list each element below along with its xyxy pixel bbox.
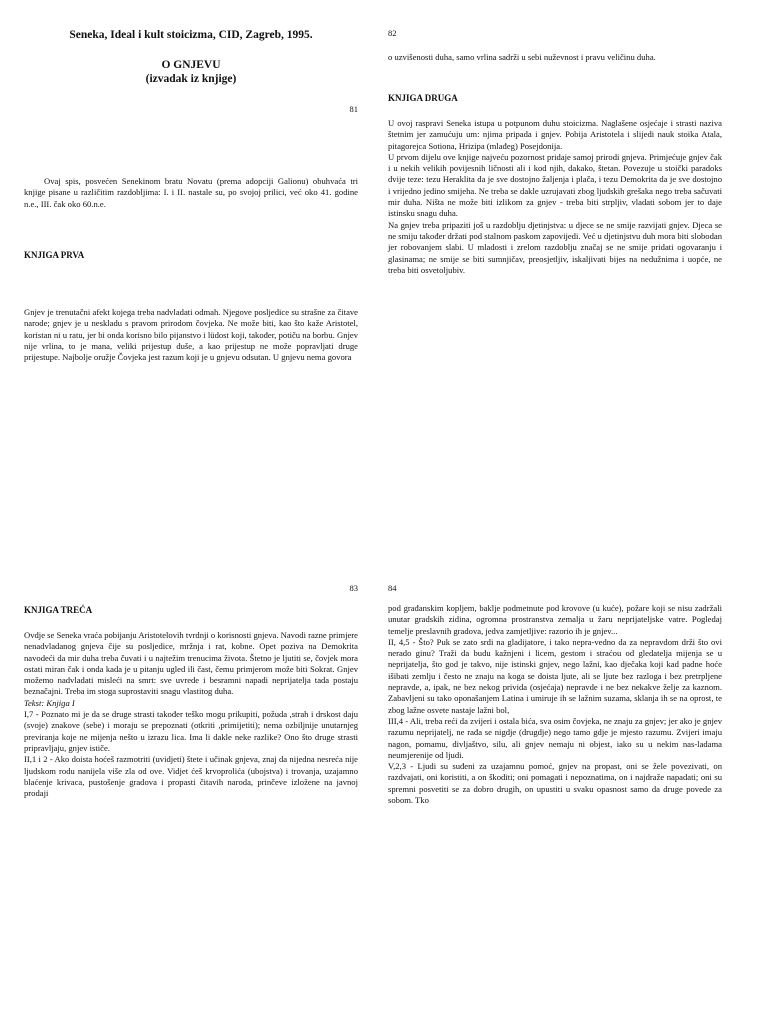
- quote-paragraph: II,1 i 2 - Ako doista hoćeš razmotriti (uvidjeti) štete i učinak gnjeva, znaj da nijedna nesreća nije ljudskom rodu nanijela više zla od ove. Vidjet ćeš krvoprolića (ubojstva) i trovanja, uzajamno blaćenje krivaca, pustošenje gradova i propasti čitavih naroda, prinčeve izložene na javnoj prodaji: [24, 754, 358, 799]
- section-heading-knjiga-prva: KNJIGA PRVA: [24, 250, 85, 260]
- text-label: Tekst: Knjiga I: [24, 697, 75, 708]
- quote-paragraph: II, 4,5 - Što? Puk se zato srdi na gladijatore, i tako nepra-vedno da za nepravdom drži što ovi nerado ginu? Traži da budu kažnjeni i licem, gestom i straćou od gledatelja mijenja se u neprijatelja, što god je takvo, nije istinski gnjev, nego lažni, kao dječaka koji kad padne hoće išibati zemlju i često ne znaju na koga se doista ljute, ali se ljute bez razloga i bez pretrpljene nepravde, a, ipak, ne bez nekog privida (osjećaja) nepravde i ne bez nekakve želje za kaznom. Zabavljeni su tako oponašanjem Latina i umiruje ih se lažnim suzama, sklanja ih se na oprost, te zbog lažne osvete nastaje lažni bol,: [388, 636, 722, 715]
- knjiga-druga-paragraph: U prvom dijelu ove knjige najveću pozornost pridaje samoj prirodi gnjeva. Primjećuje gnjev čak i u nekih velikih povijesnih ličnosti ali i kod njih, dakako, štetan. Povezuje u stoički paradoks dvije teze: tezu Heraklita da je sve dostojno žaljenja i plača, i tezu Demokrita da je sve dostojno i vrijedno jedino smijeha. Ne treba se dakle uzrujavati zbog ljudskih grešaka nego treba sačuvati mir duha. Ništa ne može biti izlikom za gnjev - treba biti strpljiv, vladati sobom jer to daje istinsku snagu duha.: [388, 151, 722, 219]
- knjiga-treca-paragraph: Ovdje se Seneka vraća pobijanju Aristotelovih tvrdnji o korisnosti gnjeva. Navodi razne primjere nenadvladanog gnjeva čije su posljedice, mržnja i rat, kobne. Opet poziva na Demokrita navodeći da mir duha treba čuvati i u najtežim trenucima života. Štetno je ljutiti se, čovjek mora ostati miran čak i onda kada je u pitanju ugled ili čast, čemu primjerom može biti Sokrat. Gnjev možemo nadvladati misleći na smrt: sve uvrede i besramni napadi neprijatelja tada postaju beznačajni. Treba im stoga suprostaviti snagu vlastitog duha.: [24, 630, 358, 697]
- essay-subtitle: (izvadak iz knjige): [145, 73, 237, 85]
- quote-paragraph: I,7 - Poznato mi je da se druge strasti također teško mogu prikupiti, požuda ,strah i drskost daju (svoje) znakove (sebe) i moraju se prepoznati (otkriti ,primijetiti); nema ozbiljnije unutarnjeg previranja koje ne mijenja nešto u izrazu lica. Ima li dakle neke razlike? Ono što druge strasti pripravljaju, gnjev ističe.: [24, 709, 358, 753]
- quote-paragraph: III,4 - Ali, treba reći da zvijeri i ostala bića, sva osim čovjeka, ne znaju za gnjev; jer ako je gnjev razumu neprijatelj, ne rađa se nigdje (drugdje) nego tamo gdje je mjesto razumu. Zvijeri imaju nagon, pomamu, divljaštvo, silu, ali gnjev nemaju ni objest, iako su u nekim nas-ladama neumjerenije od ljudi.: [388, 715, 722, 760]
- page-1: [24, 28, 358, 363]
- knjiga-druga-text: [388, 118, 722, 276]
- section-heading-knjiga-druga: KNJIGA DRUGA: [388, 93, 458, 103]
- knjiga-druga-paragraph: Na gnjev treba pripaziti još u razdoblju djetinjstva: u djece se ne smije razvijati gnjev. Djeca se ne smiju također držati pod stalnom paskom zapovijedi. Već u djetinjstvu duh mora biti slobodan jer robovanjem slabi. U mladosti i zrelom razdoblju značaj se ne smije pridati ogovaranju i glasinama; ne smije se biti sumnjičav, preosjetljiv, iskaljivati bijes na nedužnima i uopće, ne treba biti osvetoljubiv.: [388, 219, 722, 275]
- knjiga-treca-text: [24, 630, 358, 799]
- intro-paragraph: Ovaj spis, posvećen Senekinom bratu Novatu (prema adopciji Galionu) obuhvaća tri knjige pisane u različitim razdobljima: I. i II. nastale su, po svojoj prilici, već oko 41. godine n.e., III. čak oko 60.n.e.: [24, 176, 358, 209]
- knjiga-prva-text: Gnjev je trenutačni afekt kojega treba nadvladati odmah. Njegove posljedice su strašne za čitave narode; gnjev je u neskladu s pravom prirodom čovjeka. Ne može biti, kao što kaže Aristotel, koristan ni u ratu, jer bi onda korisno bilo pijanstvo i lüdost koji, također, potiču na borbu. Gnjev nije vrlina, to je mana, veliki prijestup duše, a kao prijestup ne može popravljati druge prijestupe. Najbolje oružje Čovjeka jest razum koji je u gnjevu odsutan. U gnjevu nema govora: [24, 307, 358, 363]
- section-heading-knjiga-treca: KNJIGA TREĆA: [24, 605, 93, 615]
- page-number-83: 83: [349, 583, 358, 593]
- knjiga-druga-paragraph: U ovoj raspravi Seneka istupa u potpunom duhu stoicizma. Naglašene osjećaje i strasti naziva štetnim jer zamućuju um: njima pripada i gnjev. Pobija Aristotela i slijedi nauk stoika Atala, pitagorejca Sotiona, Hrizipa (mlađeg) Posejdonija.: [388, 118, 722, 151]
- quote-paragraph: V,2,3 - Ljudi su suđeni za uzajamnu pomoć, gnjev na propast, oni se žele povezivati, on razdvajati, oni koristiti, a on škoditi; oni pomagati i nepoznatima, on i najdraže napadati; oni su spremni posvetiti se za dobro drugih, on upustiti u svaku opasnost samo da druge povede za sobom. Tko: [388, 761, 722, 806]
- continued-text: o uzvišenosti duha, samo vrlina sadrži u sebi nuževnost i pravu veličinu duha.: [388, 52, 656, 62]
- quote-paragraph: pod građanskim kopljem, baklje podmetnute pod krovove (u kuće), požare koji se nisu zadržali unutar gradskih zidina, ogromna prostranstva zemalja u žaru neprijateljske vatre. Pogledaj temelje preslavnih gradova, jedva zamjetljive: razorio ih je gnjev...: [388, 603, 722, 636]
- page-4-text: [388, 603, 722, 806]
- page-number-81: 81: [349, 104, 358, 114]
- page-number-82: 82: [388, 28, 397, 38]
- essay-title: O GNJEVU: [161, 59, 221, 71]
- book-citation-header: Seneka, Ideal i kult stoicizma, CID, Zagreb, 1995.: [69, 29, 313, 41]
- page-number-84: 84: [388, 583, 397, 593]
